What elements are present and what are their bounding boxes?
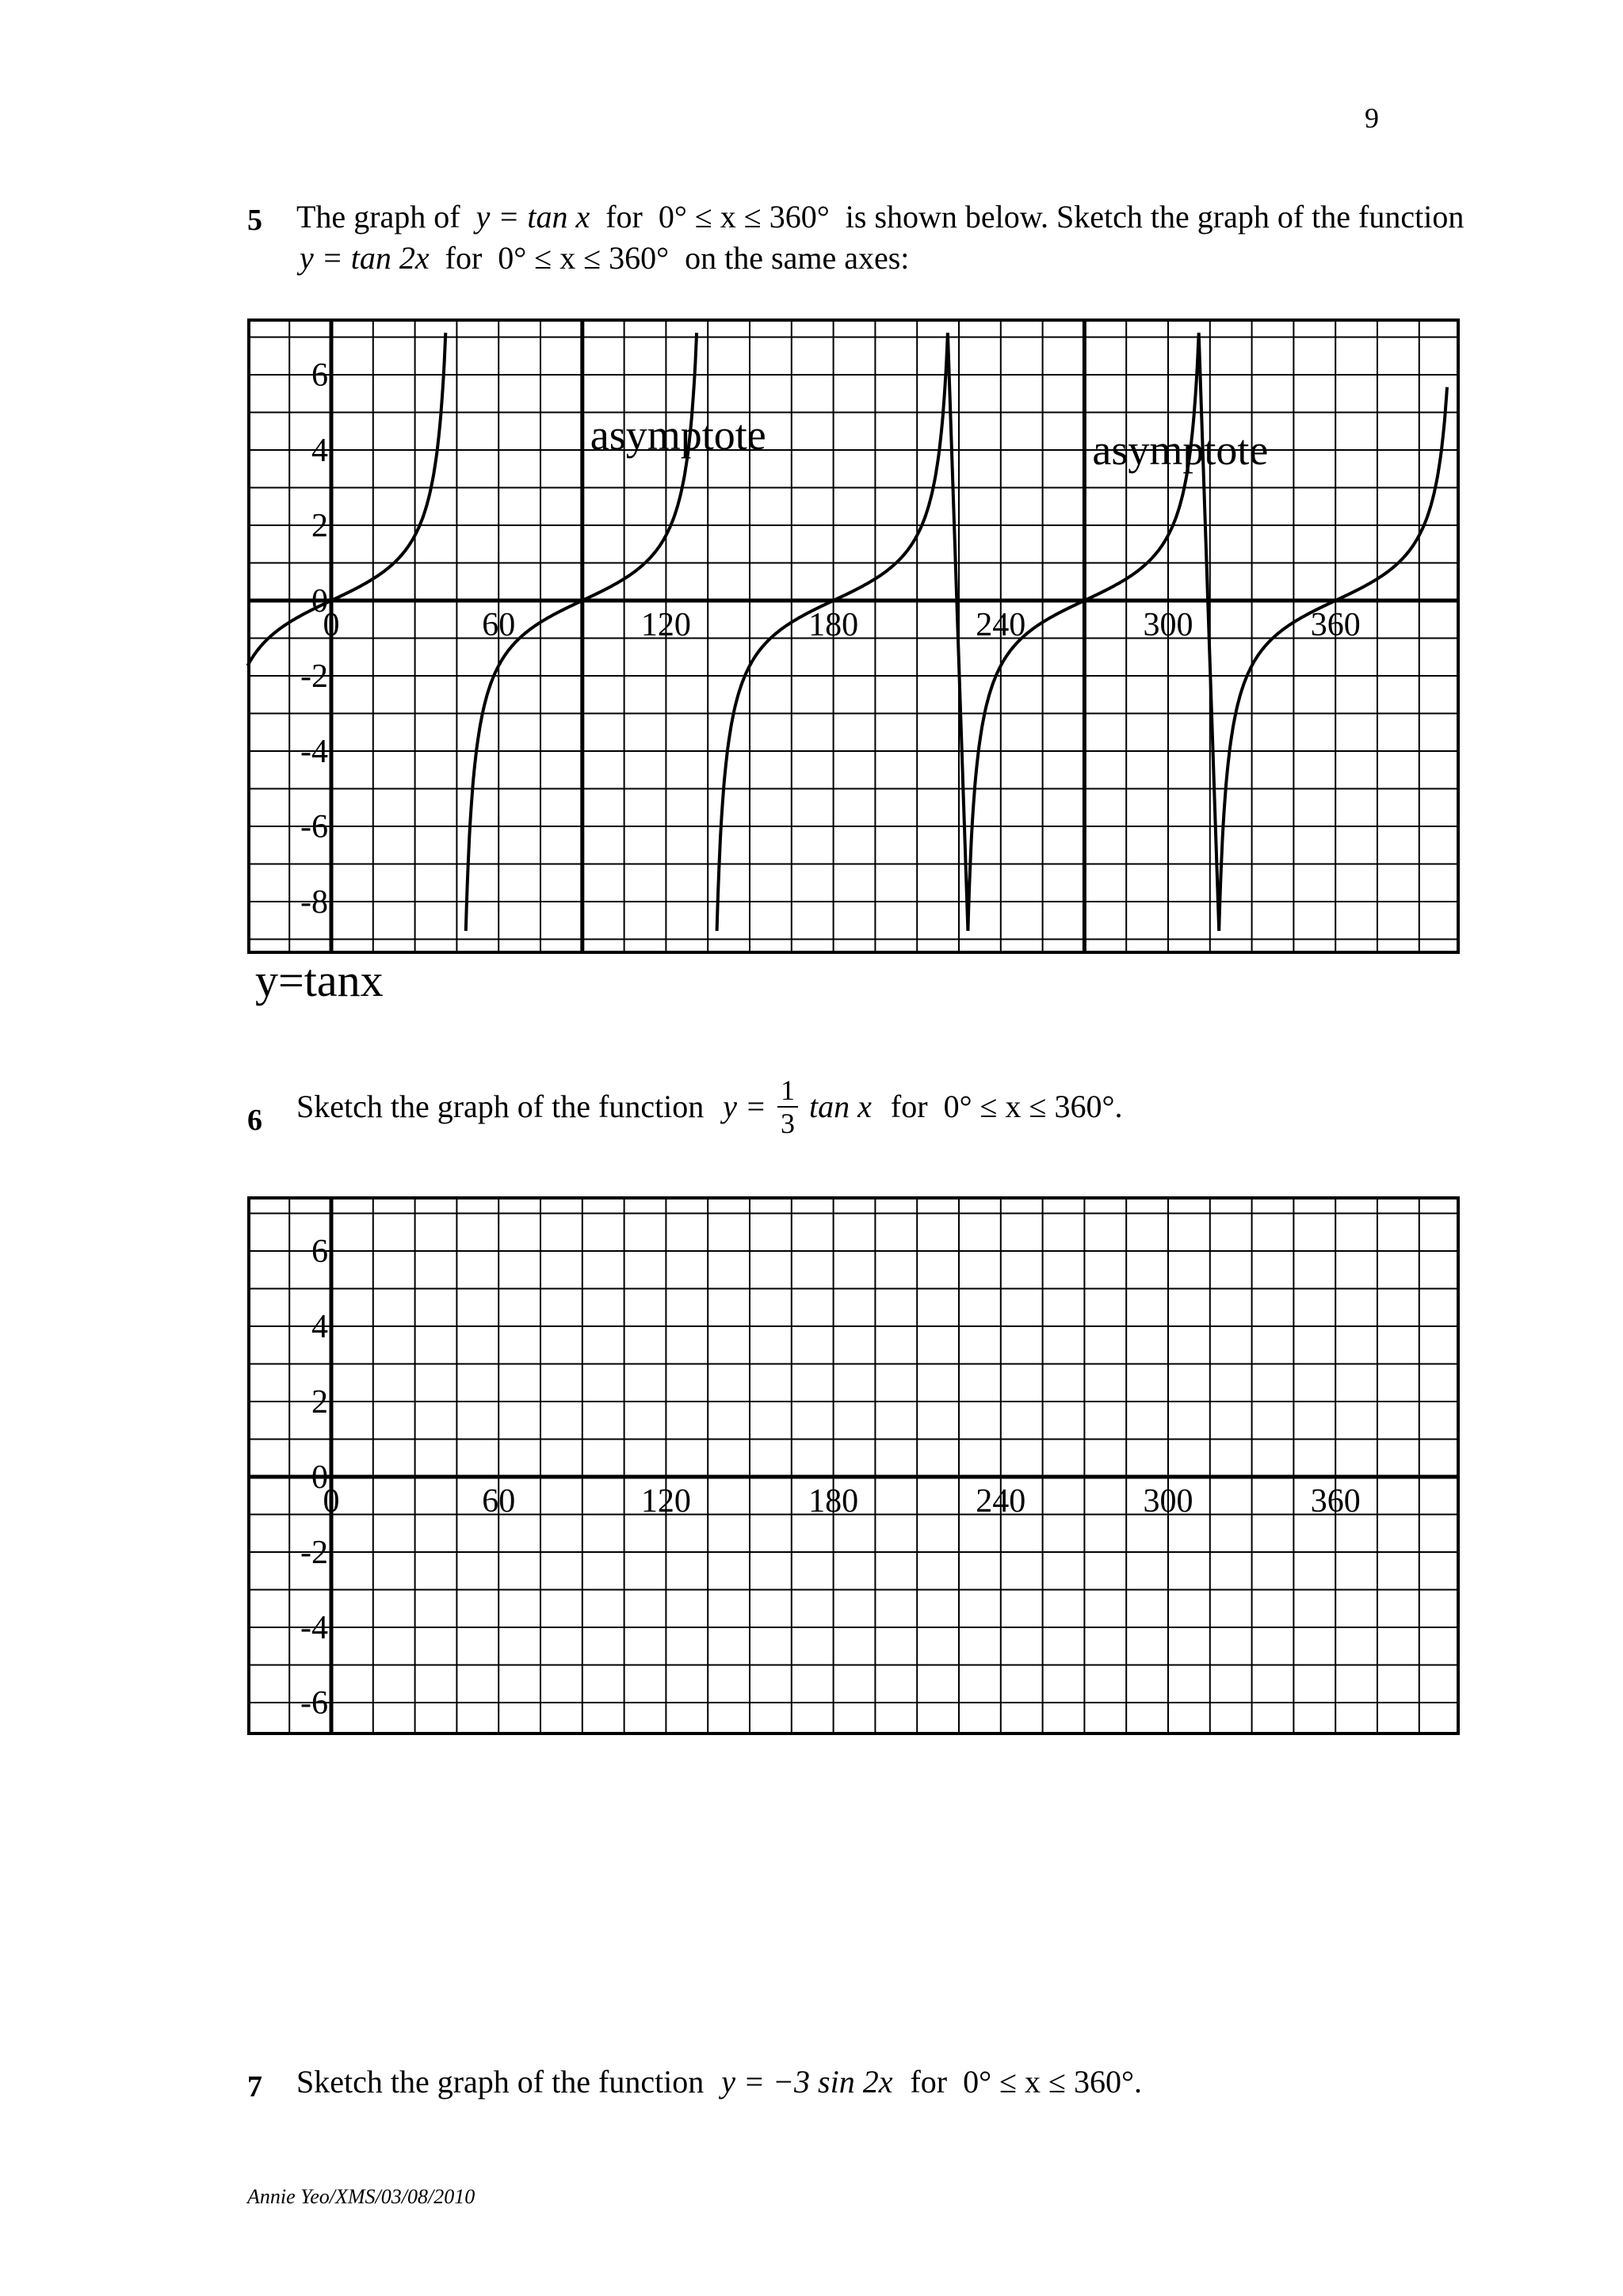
- x-tick-label: 240: [976, 1483, 1026, 1520]
- asymptote-label: asymptote: [1092, 426, 1269, 474]
- y-tick-label: 4: [311, 433, 328, 469]
- y-tick-label: 2: [311, 508, 328, 544]
- x-tick-label: 120: [640, 1483, 691, 1520]
- q6-fraction-denominator: 3: [781, 1108, 796, 1139]
- q6-text-for: for: [890, 1089, 928, 1124]
- x-tick-label: 240: [976, 607, 1026, 643]
- y-tick-label: -2: [300, 658, 328, 695]
- q5-text-for-2: for: [445, 240, 483, 276]
- question-5-number: 5: [247, 204, 262, 237]
- q6-domain: 0° ≤ x ≤ 360°.: [943, 1089, 1123, 1124]
- q6-fraction-numerator: 1: [777, 1076, 798, 1108]
- q6-equation-suffix: tan x: [809, 1089, 872, 1124]
- y-tick-label: 6: [311, 1234, 328, 1270]
- y-tick-label: 0: [311, 583, 328, 620]
- y-tick-label: -4: [300, 734, 328, 770]
- x-tick-label: 120: [640, 607, 691, 643]
- q7-domain: 0° ≤ x ≤ 360°.: [963, 2064, 1143, 2100]
- q5-text-for: for: [605, 199, 643, 235]
- q5-domain-1: 0° ≤ x ≤ 360°: [658, 199, 830, 235]
- y-tick-label: -8: [300, 884, 328, 921]
- q5-equation-tan2x: y = tan 2x: [300, 240, 430, 276]
- x-tick-label: 360: [1310, 607, 1361, 643]
- y-tick-label: -6: [300, 1685, 328, 1722]
- q5-text-c: is shown below. Sketch the graph of the function: [845, 199, 1465, 235]
- x-tick-label: 360: [1310, 1483, 1361, 1520]
- y-tick-label: 6: [311, 357, 328, 394]
- q6-equation-prefix: y =: [723, 1089, 767, 1124]
- x-tick-label: 300: [1143, 607, 1193, 643]
- q7-text-a: Sketch the graph of the function: [296, 2064, 705, 2100]
- footer: Annie Yeo/XMS/03/08/2010: [247, 2185, 475, 2208]
- y-tick-label: -2: [300, 1535, 328, 1571]
- y-tick-label: -6: [300, 809, 328, 845]
- x-tick-label: 60: [482, 1483, 516, 1520]
- question-7-text: [296, 2063, 1142, 2100]
- x-tick-label: 0: [323, 607, 340, 643]
- x-tick-label: 300: [1143, 1483, 1193, 1520]
- x-tick-label: 180: [808, 1483, 859, 1520]
- y-tick-label: 0: [311, 1459, 328, 1496]
- x-tick-label: 0: [323, 1483, 340, 1520]
- graph-caption: y=tanx: [255, 955, 384, 1006]
- x-tick-label: 60: [482, 607, 516, 643]
- q5-text-a: The graph of: [296, 199, 460, 235]
- y-tick-label: -4: [300, 1610, 328, 1646]
- question-6-number: 6: [247, 1104, 262, 1137]
- q6-text-a: Sketch the graph of the function: [296, 1089, 705, 1124]
- q5-text-d: on the same axes:: [685, 240, 910, 276]
- chart-frame: [249, 1198, 1458, 1733]
- x-tick-label: 180: [808, 607, 859, 643]
- y-tick-label: 2: [311, 1384, 328, 1421]
- question-7-number: 7: [247, 2070, 262, 2103]
- q7-text-for: for: [910, 2064, 948, 2100]
- q7-equation: y = −3 sin 2x: [721, 2064, 893, 2100]
- q5-domain-2: 0° ≤ x ≤ 360°: [498, 240, 670, 276]
- asymptote-label: asymptote: [590, 411, 766, 459]
- q5-equation-tanx: y = tan x: [475, 199, 590, 235]
- y-tick-label: 4: [311, 1309, 328, 1345]
- page-number: 9: [1365, 102, 1379, 134]
